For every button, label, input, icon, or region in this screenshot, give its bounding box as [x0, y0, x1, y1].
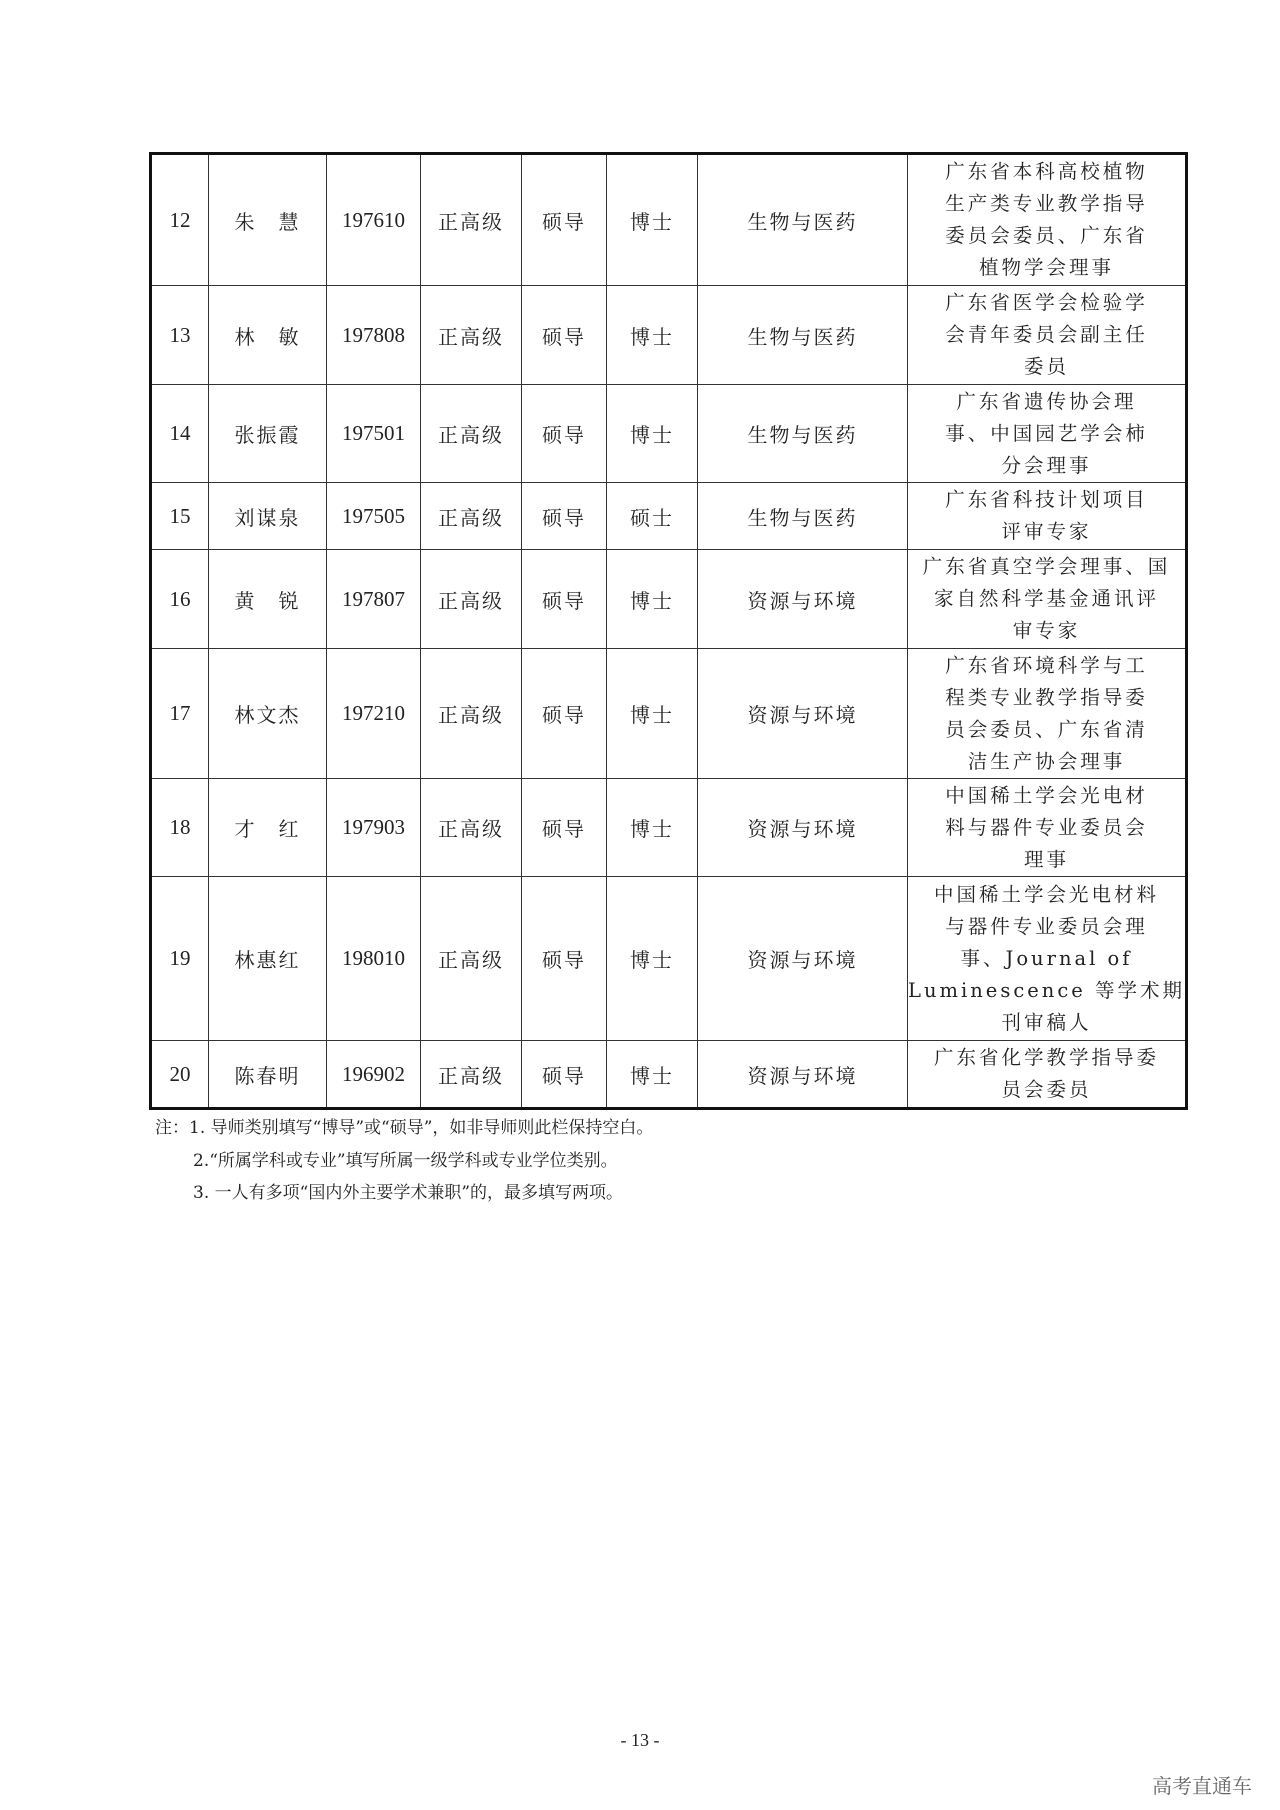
position-line: 广东省环境科学与工: [945, 653, 1148, 677]
position-line: 中国稀土学会光电材: [945, 783, 1148, 807]
name-cell: 林惠红: [209, 877, 327, 1041]
field-cell: 生物与医药: [698, 286, 908, 385]
table-row: [151, 649, 1187, 779]
row-number: 20: [151, 1041, 209, 1109]
title-cell: 正高级: [421, 550, 522, 649]
position-line: 料与器件专业委员会: [945, 815, 1148, 839]
degree-cell: 博士: [607, 1041, 698, 1109]
row-number: 14: [151, 385, 209, 483]
position-line: 审专家: [1012, 619, 1081, 642]
birth-date-cell: 197903: [327, 779, 421, 877]
name-cell: 张振霞: [209, 385, 327, 483]
note-3: 3. 一人有多项“国内外主要学术兼职”的，最多填写两项。: [193, 1183, 624, 1203]
title-cell: 正高级: [421, 1041, 522, 1109]
position-line: 植物学会理事: [979, 256, 1115, 279]
position-line: 洁生产协会理事: [967, 749, 1126, 773]
position-line: 广东省本科高校植物: [945, 160, 1148, 183]
title-cell: 正高级: [421, 154, 522, 286]
name-cell: 才 红: [209, 779, 327, 877]
table-row: [151, 779, 1187, 877]
degree-cell: 博士: [607, 286, 698, 385]
birth-date-cell: 197210: [327, 649, 421, 779]
position-line: 员会委员、广东省清: [945, 717, 1148, 741]
degree-cell: 博士: [607, 385, 698, 483]
degree-cell: 博士: [607, 649, 698, 779]
title-cell: 正高级: [421, 385, 522, 483]
tutor-type-cell: 硕导: [522, 385, 607, 483]
birth-date-cell: 196902: [327, 1041, 421, 1109]
degree-cell: 博士: [607, 779, 698, 877]
table-row: [151, 385, 1187, 483]
tutor-type-cell: 硕导: [522, 649, 607, 779]
academic-positions-cell: [908, 877, 1187, 1041]
name-cell: 刘谋泉: [209, 483, 327, 550]
table-row: [151, 1041, 1187, 1109]
degree-cell: 博士: [607, 550, 698, 649]
tutor-type-cell: 硕导: [522, 1041, 607, 1109]
position-line: 家自然科学基金通讯评: [934, 587, 1160, 610]
academic-positions-cell: [908, 1041, 1187, 1109]
birth-date-cell: 197505: [327, 483, 421, 550]
row-number: 16: [151, 550, 209, 649]
academic-positions-cell: [908, 154, 1187, 286]
position-line: 与器件专业委员会理: [945, 914, 1148, 938]
position-line: 程类专业教学指导委: [945, 685, 1148, 709]
field-cell: 生物与医药: [698, 385, 908, 483]
row-number: 12: [151, 154, 209, 286]
academic-positions-cell: [908, 385, 1187, 483]
position-line: 分会理事: [1001, 453, 1092, 477]
row-number: 17: [151, 649, 209, 779]
birth-date-cell: 197808: [327, 286, 421, 385]
tutor-type-cell: 硕导: [522, 877, 607, 1041]
academic-positions-cell: [908, 286, 1187, 385]
degree-cell: 硕士: [607, 483, 698, 550]
position-line: 刊审稿人: [1001, 1010, 1092, 1034]
degree-cell: 博士: [607, 877, 698, 1041]
note-2: 2.“所属学科或专业”填写所属一级学科或专业学位类别。: [193, 1150, 618, 1171]
position-line: 事、Journal of: [960, 946, 1133, 970]
tutor-type-cell: 硕导: [522, 550, 607, 649]
position-line: 中国稀土学会光电材料: [934, 882, 1160, 906]
position-line: 委员: [1024, 355, 1070, 378]
position-line: 广东省化学教学指导委: [934, 1046, 1160, 1069]
birth-date-cell: 198010: [327, 877, 421, 1041]
row-number: 19: [151, 877, 209, 1041]
position-line: 生产类专业教学指导: [945, 192, 1148, 215]
table-row: [151, 550, 1187, 649]
position-line: 广东省科技计划项目: [945, 488, 1148, 511]
field-cell: 资源与环境: [698, 1041, 908, 1109]
name-cell: 林 敏: [209, 286, 327, 385]
name-cell: 林文杰: [209, 649, 327, 779]
faculty-table: [149, 152, 1188, 1110]
position-line: Luminescence 等学术期: [908, 978, 1186, 1002]
academic-positions-cell: [908, 483, 1187, 550]
tutor-type-cell: 硕导: [522, 779, 607, 877]
field-cell: 资源与环境: [698, 779, 908, 877]
title-cell: 正高级: [421, 779, 522, 877]
row-number: 18: [151, 779, 209, 877]
watermark: 高考直通车: [1152, 1774, 1252, 1798]
position-line: 广东省医学会检验学: [945, 291, 1148, 314]
table-row: [151, 483, 1187, 550]
name-cell: 陈春明: [209, 1041, 327, 1109]
table-notes: [155, 1112, 653, 1210]
field-cell: 资源与环境: [698, 550, 908, 649]
position-line: 委员会委员、广东省: [945, 224, 1148, 247]
field-cell: 生物与医药: [698, 154, 908, 286]
birth-date-cell: 197610: [327, 154, 421, 286]
position-line: 广东省真空学会理事、国: [922, 555, 1171, 578]
field-cell: 资源与环境: [698, 649, 908, 779]
title-cell: 正高级: [421, 877, 522, 1041]
table-row: [151, 154, 1187, 286]
position-line: 理事: [1024, 847, 1070, 871]
position-line: 评审专家: [1001, 520, 1092, 543]
academic-positions-cell: [908, 649, 1187, 779]
row-number: 15: [151, 483, 209, 550]
position-line: 事、中国园艺学会柿: [945, 421, 1148, 445]
birth-date-cell: 197501: [327, 385, 421, 483]
birth-date-cell: 197807: [327, 550, 421, 649]
table-row: [151, 877, 1187, 1041]
tutor-type-cell: 硕导: [522, 286, 607, 385]
title-cell: 正高级: [421, 286, 522, 385]
field-cell: 资源与环境: [698, 877, 908, 1041]
name-cell: 朱 慧: [209, 154, 327, 286]
academic-positions-cell: [908, 550, 1187, 649]
tutor-type-cell: 硕导: [522, 154, 607, 286]
title-cell: 正高级: [421, 483, 522, 550]
degree-cell: 博士: [607, 154, 698, 286]
note-1: 注：1. 导师类别填写“博导”或“硕导”，如非导师则此栏保持空白。: [155, 1118, 654, 1138]
page-number: - 13 -: [620, 1730, 660, 1750]
academic-positions-cell: [908, 779, 1187, 877]
name-cell: 黄 锐: [209, 550, 327, 649]
tutor-type-cell: 硕导: [522, 483, 607, 550]
row-number: 13: [151, 286, 209, 385]
position-line: 广东省遗传协会理: [956, 389, 1137, 413]
table-row: [151, 286, 1187, 385]
position-line: 会青年委员会副主任: [945, 323, 1148, 346]
position-line: 员会委员: [1001, 1078, 1092, 1101]
field-cell: 生物与医药: [698, 483, 908, 550]
title-cell: 正高级: [421, 649, 522, 779]
